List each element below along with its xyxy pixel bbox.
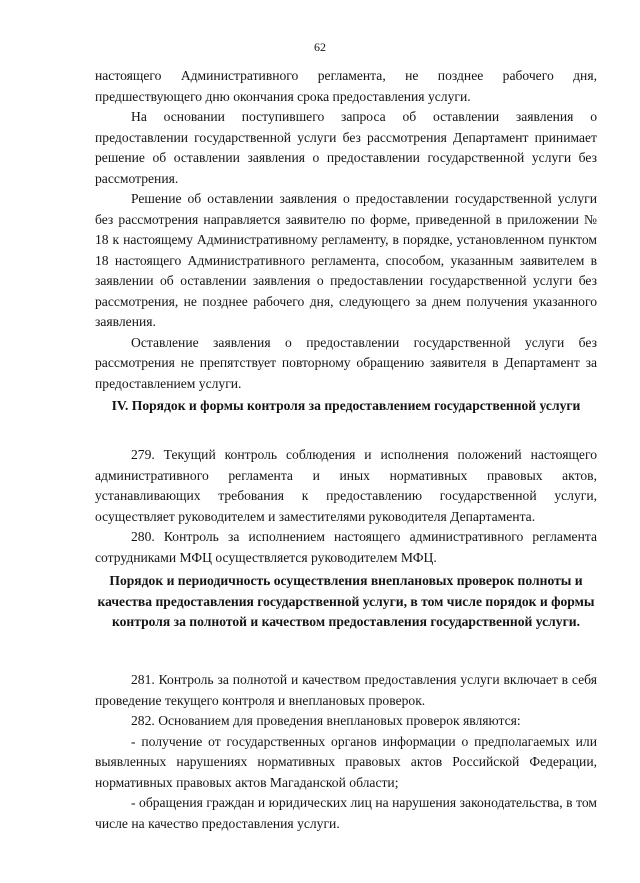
subsection-heading: Порядок и периодичность осуществления внеплановых проверок полноты и качества предоставления государственной услуги, в том числе порядок и формы контроля за полнотой и качеством предоставления государственной услуги. — [97, 573, 595, 629]
paragraph-282: 282. Основанием для проведения внеплановых проверок являются: — [131, 713, 521, 728]
paragraph-decision-sending: Решение об оставлении заявления о предоставлении государственной услуги без рассмотрения направляется заявителю по форме, приведенной в приложении № 18 к настоящему Административному регламенту, в порядке, установленном пунктом 18 настоящего Административного регламента, способом, указанным заявителем в заявлении об оставлении заявления о предоставлении государственной услуги без рассмотрения, не позднее рабочего дня, следующего за днем получения указанного заявления. — [95, 191, 597, 329]
paragraph-279: 279. Текущий контроль соблюдения и исполнения положений настоящего административного регламента и иных нормативных правовых актов, устанавливающих требования к предоставлению государственной услуги, осуществляет руководителем и заместителями руководителя Департамента. — [95, 447, 597, 524]
paragraph-no-obstacle: Оставление заявления о предоставлении государственной услуги без рассмотрения не препятствует повторному обращению заявителя в Департамент за предоставлением услуги. — [95, 334, 597, 391]
paragraph-request-decision: На основании поступившего запроса об оставлении заявления о предоставлении государственной услуги без рассмотрения Департамент принимает решение об оставлении заявления о предоставлении государственной услуги без рассмотрения. — [95, 109, 597, 186]
paragraph-280: 280. Контроль за исполнением настоящего административного регламента сотрудниками МФЦ осуществляется руководителем МФЦ. — [95, 529, 597, 565]
paragraph-block-1 — [95, 66, 597, 394]
paragraph-281: 281. Контроль за полнотой и качеством предоставления услуги включает в себя проведение текущего контроля и внеплановых проверок. — [95, 672, 597, 708]
page-number: 62 — [314, 40, 326, 54]
list-item-citizen-appeals: - обращения граждан и юридических лиц на нарушения законодательства, в том числе на качество предоставления услуги. — [95, 795, 597, 831]
section-iv-heading: IV. Порядок и формы контроля за предоставлением государственной услуги — [111, 398, 581, 413]
paragraph-continuation: настоящего Административного регламента, не позднее рабочего дня, предшествующего дню окончания срока предоставления услуги. — [95, 68, 597, 104]
paragraph-block-2 — [95, 445, 597, 568]
paragraph-block-3 — [95, 670, 597, 834]
list-item-state-info: - получение от государственных органов информации о предполагаемых или выявленных нарушениях нормативных правовых актов Российской Федерации, нормативных правовых актов Магаданской области; — [95, 733, 597, 790]
